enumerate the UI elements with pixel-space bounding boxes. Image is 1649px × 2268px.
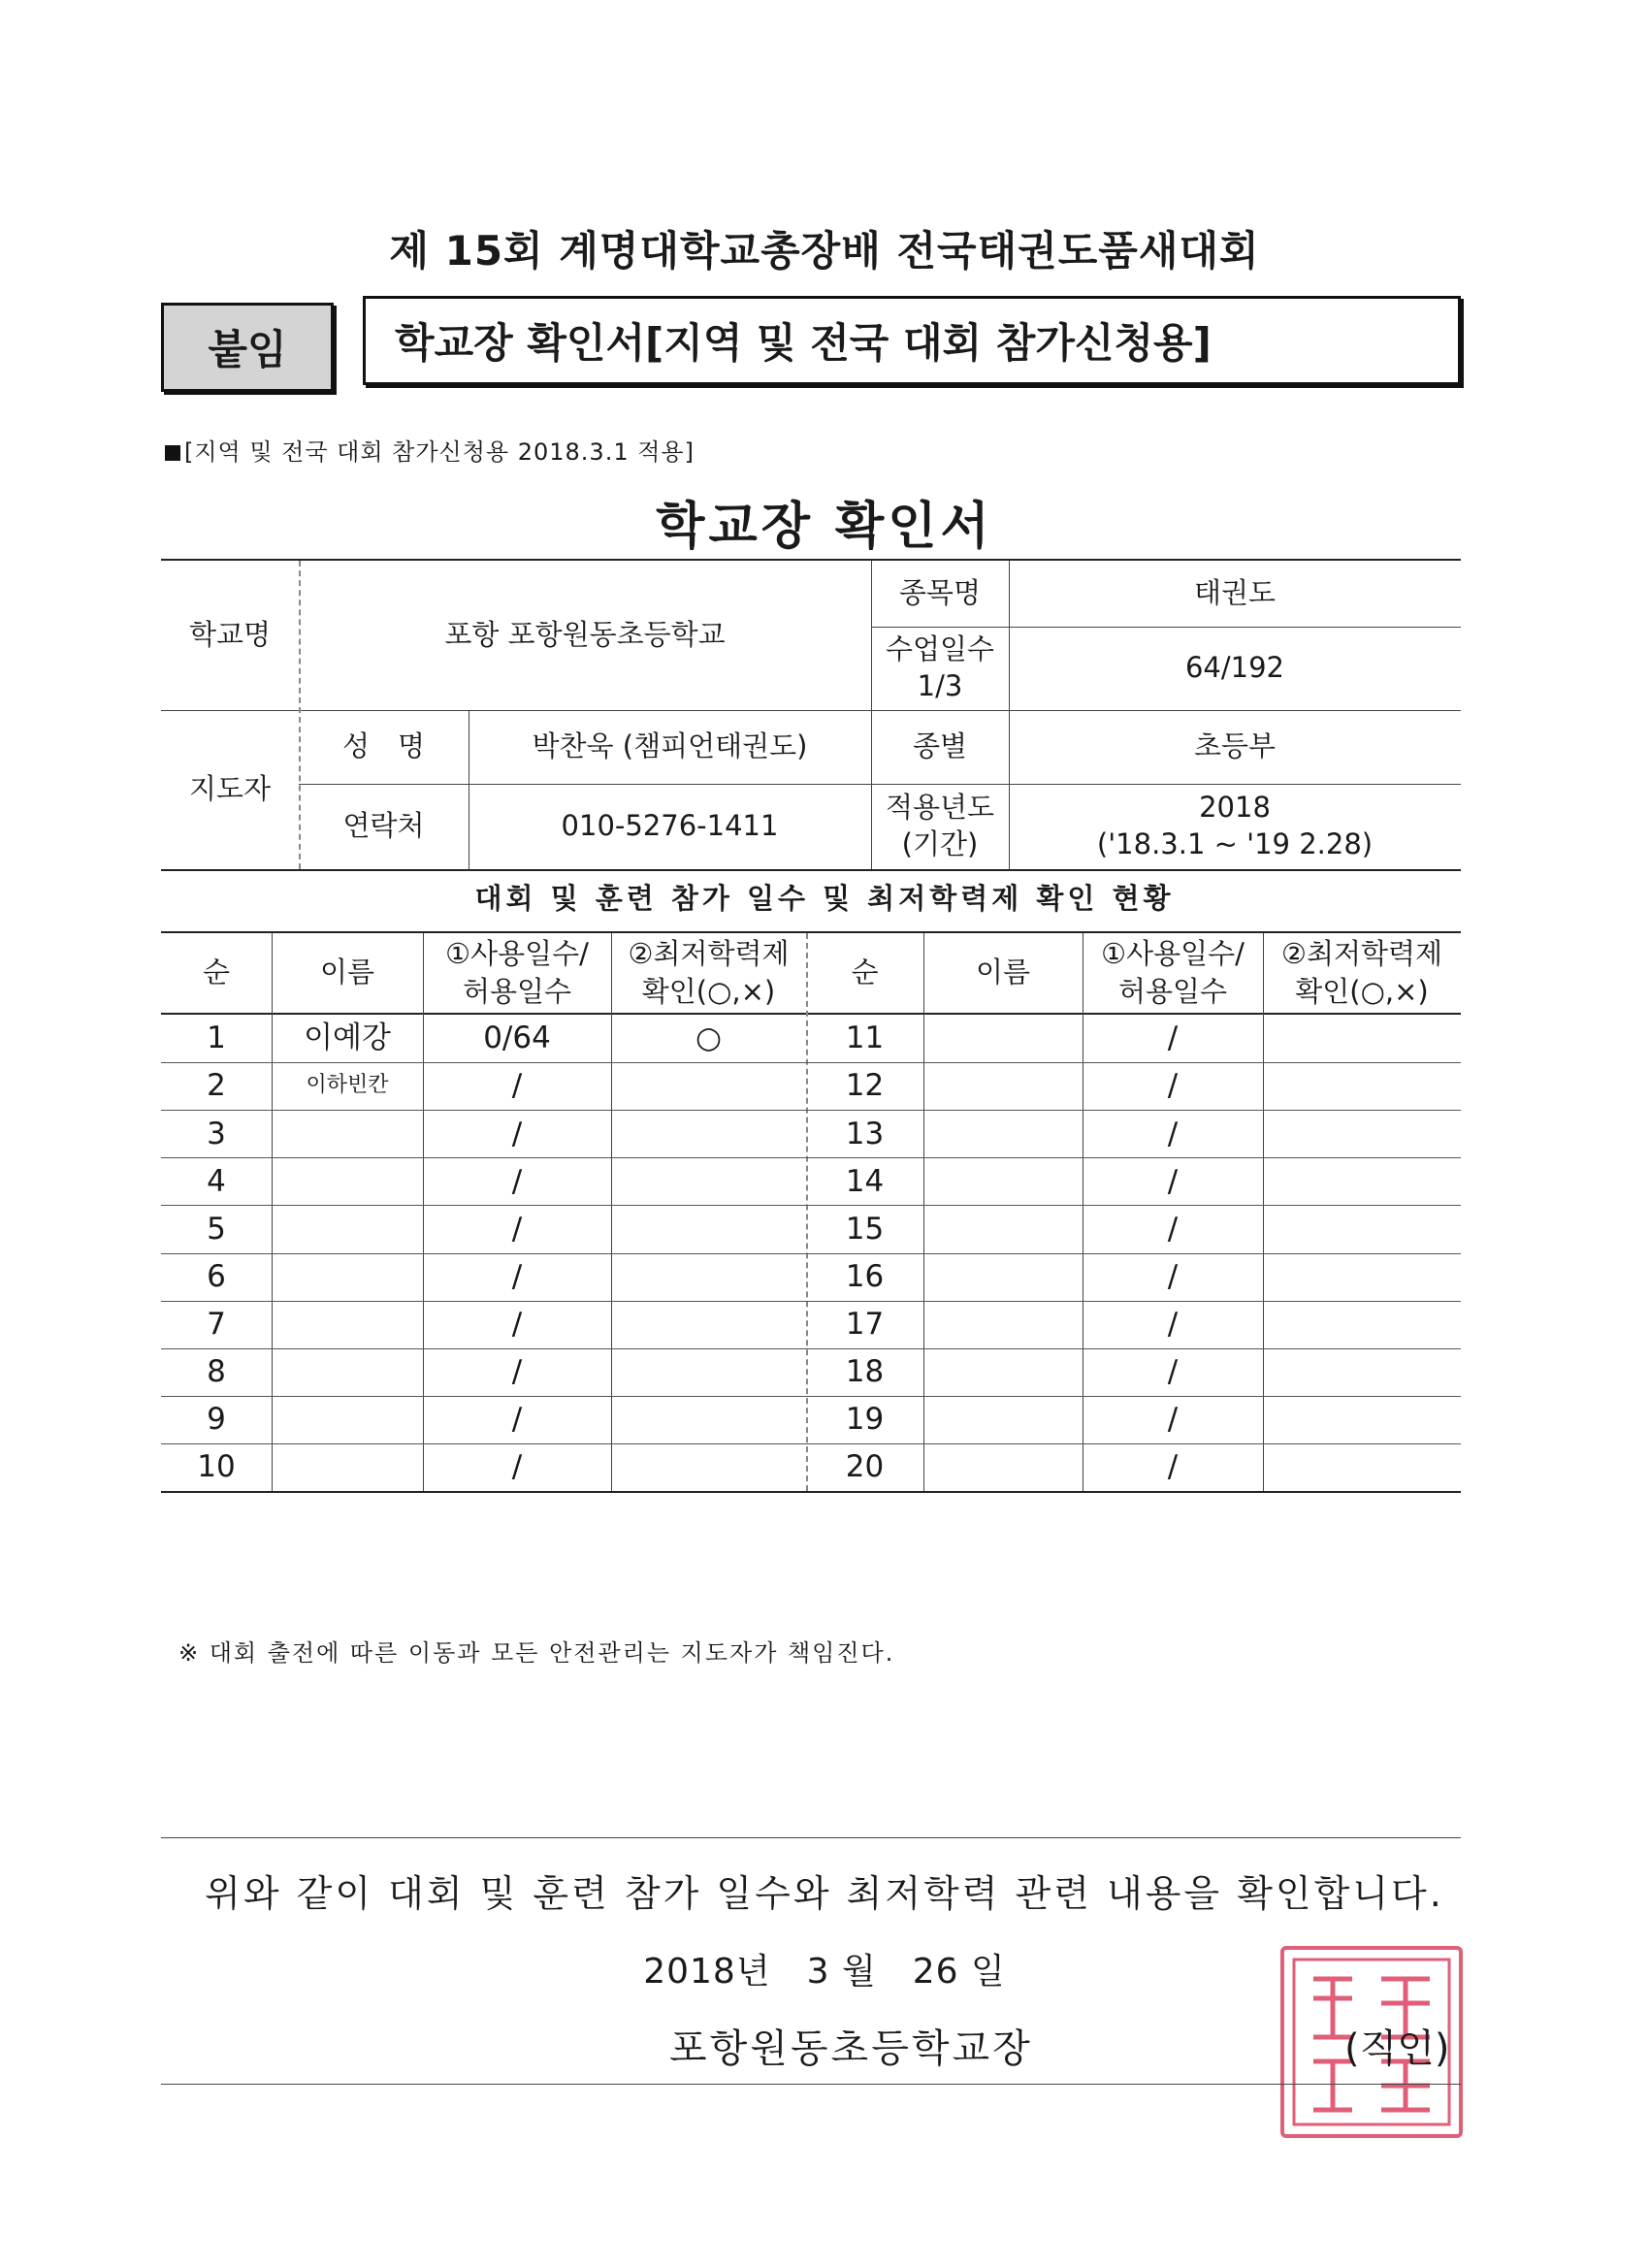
coach-name-value: 박찬욱 (챔피언태권도) (532, 729, 808, 763)
footer-top-line (161, 1837, 1461, 1838)
row-no-cell: 13 (845, 1116, 885, 1151)
school-label: 학교명 (188, 618, 272, 652)
row-check-cell (1263, 1062, 1461, 1110)
contact-value: 010-5276-1411 (561, 809, 779, 843)
header-check (611, 933, 806, 1013)
row-name-cell (272, 1253, 423, 1301)
row-name-cell (272, 1443, 423, 1491)
row-no-cell: 19 (845, 1402, 885, 1438)
year-value-line-2: ('18.3.1 ~ '19 2.28) (1096, 827, 1374, 860)
class-days-value: 64/192 (1184, 651, 1285, 685)
row-check-cell (611, 1348, 806, 1396)
notice-line (165, 433, 695, 467)
document-subtitle-text: 학교장 확인서[지역 및 전국 대회 참가신청용] (395, 319, 1212, 367)
row-name-cell (923, 1348, 1083, 1396)
header-no: 순 (202, 956, 230, 989)
row-no-cell: 18 (845, 1354, 885, 1390)
row-days-cell: / (511, 1402, 523, 1438)
class-days-label-line-2: 1/3 (917, 669, 963, 702)
row-name-cell (923, 1301, 1083, 1348)
row-days-cell: / (1167, 1021, 1179, 1056)
seal-label: (직인) (1344, 2026, 1450, 2071)
row-check-cell (1263, 1348, 1461, 1396)
row-no-cell: 4 (207, 1163, 226, 1199)
row-days-cell: / (1167, 1116, 1179, 1151)
principal-title: 포항원동초등학교장 (669, 2026, 1033, 2071)
row-days-cell: / (511, 1068, 523, 1104)
confirmation-statement: 위와 같이 대회 및 훈련 참가 일수와 최저학력 관련 내용을 확인합니다. (205, 1872, 1444, 1915)
row-name-cell (923, 1062, 1083, 1110)
row-days-cell: / (511, 1449, 523, 1485)
row-days-cell: / (511, 1306, 523, 1342)
year-label-line-1: 적용년도 (885, 791, 995, 825)
row-check-cell (1263, 1015, 1461, 1062)
row-no-cell: 20 (845, 1449, 885, 1485)
row-name-cell (923, 1157, 1083, 1205)
row-days-cell: / (511, 1354, 523, 1390)
year-value-line-1: 2018 (1199, 791, 1271, 825)
row-no-cell: 12 (845, 1068, 885, 1104)
row-days-cell: / (1167, 1068, 1179, 1104)
row-name-cell: 이하빈칸 (306, 1073, 389, 1098)
class-days-label-line-1: 수업일수 (885, 632, 995, 666)
row-name-cell (923, 1443, 1083, 1491)
attachment-tag: 붙임 (161, 303, 334, 392)
row-no-cell: 1 (207, 1021, 226, 1056)
header-check (1263, 933, 1461, 1013)
row-no-cell: 7 (207, 1306, 226, 1342)
row-check-cell (1263, 1253, 1461, 1301)
row-no-cell: 6 (207, 1258, 226, 1294)
year-label (871, 784, 1009, 869)
header-days-line-1: ①사용일수/ (1101, 936, 1245, 970)
row-no-cell: 9 (207, 1402, 226, 1438)
sport-label: 종목명 (898, 576, 982, 610)
row-days-cell: / (1167, 1211, 1179, 1247)
row-no-cell: 3 (207, 1116, 226, 1151)
row-check-cell (611, 1205, 806, 1252)
row-check-cell (1263, 1396, 1461, 1443)
header-check-line-2: 확인(○,×) (641, 975, 776, 1008)
school-value: 포항 포항원동초등학교 (444, 618, 726, 652)
header-days-line-2: 허용일수 (462, 975, 572, 1008)
row-name-cell (272, 1157, 423, 1205)
square-bullet-icon (165, 445, 180, 461)
row-days-cell: / (1167, 1449, 1179, 1485)
footnote: ※ 대회 출전에 따른 이동과 모든 안전관리는 지도자가 책임진다. (178, 1639, 895, 1667)
event-title: 제 15회 계명대학교총장배 전국태권도품새대회 (389, 227, 1260, 275)
year-value (1009, 784, 1461, 869)
row-days-cell: / (511, 1258, 523, 1294)
document-title: 학교장 확인서 (656, 498, 993, 556)
row-name-cell (923, 1253, 1083, 1301)
class-days-label (871, 627, 1009, 710)
row-no-cell: 2 (207, 1068, 226, 1104)
header-name: 이름 (975, 956, 1031, 989)
header-days-line-1: ①사용일수/ (445, 936, 589, 970)
header-name: 이름 (319, 956, 375, 989)
header-days-line-2: 허용일수 (1117, 975, 1228, 1008)
row-name-cell (272, 1396, 423, 1443)
row-name-cell (923, 1015, 1083, 1062)
header-check-line-2: 확인(○,×) (1295, 975, 1429, 1008)
row-check-cell (1263, 1443, 1461, 1491)
row-name-cell (923, 1205, 1083, 1252)
row-name-cell (272, 1110, 423, 1157)
year-label-line-2: (기간) (901, 827, 979, 860)
row-no-cell: 11 (845, 1021, 885, 1056)
row-no-cell: 14 (845, 1163, 885, 1199)
row-check-cell (611, 1062, 806, 1110)
coach-name-label: 성 명 (341, 729, 426, 763)
header-days (1083, 933, 1263, 1013)
row-check-cell (1263, 1157, 1461, 1205)
row-no-cell: 17 (845, 1306, 885, 1342)
row-check-cell (611, 1110, 806, 1157)
footer-bottom-line (161, 2084, 1461, 2085)
contact-label: 연락처 (342, 809, 425, 843)
row-check-cell (1263, 1110, 1461, 1157)
row-check-cell (1263, 1301, 1461, 1348)
division-value: 초등부 (1193, 729, 1277, 763)
row-check-cell (611, 1157, 806, 1205)
header-check-line-1: ②최저학력제 (628, 936, 790, 970)
row-check-cell: ○ (695, 1021, 723, 1056)
row-name-cell: 이예강 (304, 1021, 391, 1056)
participation-bottom-line (161, 1491, 1461, 1493)
header-no: 순 (851, 956, 879, 989)
row-days-cell: / (1167, 1163, 1179, 1199)
document-subtitle (363, 296, 1461, 385)
row-name-cell (272, 1205, 423, 1252)
row-check-cell (611, 1301, 806, 1348)
row-check-cell (611, 1396, 806, 1443)
info-table-bottom-line (161, 869, 1461, 871)
row-days-cell: / (1167, 1354, 1179, 1390)
row-days-cell: 0/64 (483, 1021, 551, 1056)
header-days (423, 933, 611, 1013)
participation-section-title: 대회 및 훈련 참가 일수 및 최저학력제 확인 현황 (474, 882, 1175, 915)
sport-value: 태권도 (1193, 576, 1277, 610)
header-check-line-1: ②최저학력제 (1280, 936, 1443, 970)
row-no-cell: 10 (197, 1449, 236, 1485)
coach-label: 지도자 (188, 772, 272, 806)
row-no-cell: 16 (845, 1258, 885, 1294)
row-no-cell: 15 (845, 1211, 885, 1247)
notice-text: [지역 및 전국 대회 참가신청용 2018.3.1 적용] (184, 438, 695, 466)
row-check-cell (611, 1443, 806, 1491)
row-check-cell (611, 1253, 806, 1301)
row-days-cell: / (1167, 1258, 1179, 1294)
row-days-cell: / (511, 1163, 523, 1199)
row-no-cell: 5 (207, 1211, 226, 1247)
row-days-cell: / (511, 1211, 523, 1247)
confirmation-date: 2018년 3 월 26 일 (643, 1952, 1006, 1992)
row-name-cell (272, 1301, 423, 1348)
row-check-cell (1263, 1205, 1461, 1252)
row-name-cell (923, 1396, 1083, 1443)
row-days-cell: / (511, 1116, 523, 1151)
row-days-cell: / (1167, 1402, 1179, 1438)
row-no-cell: 8 (207, 1354, 226, 1390)
division-label: 종별 (912, 729, 968, 763)
row-name-cell (923, 1110, 1083, 1157)
row-name-cell (272, 1348, 423, 1396)
row-days-cell: / (1167, 1306, 1179, 1342)
